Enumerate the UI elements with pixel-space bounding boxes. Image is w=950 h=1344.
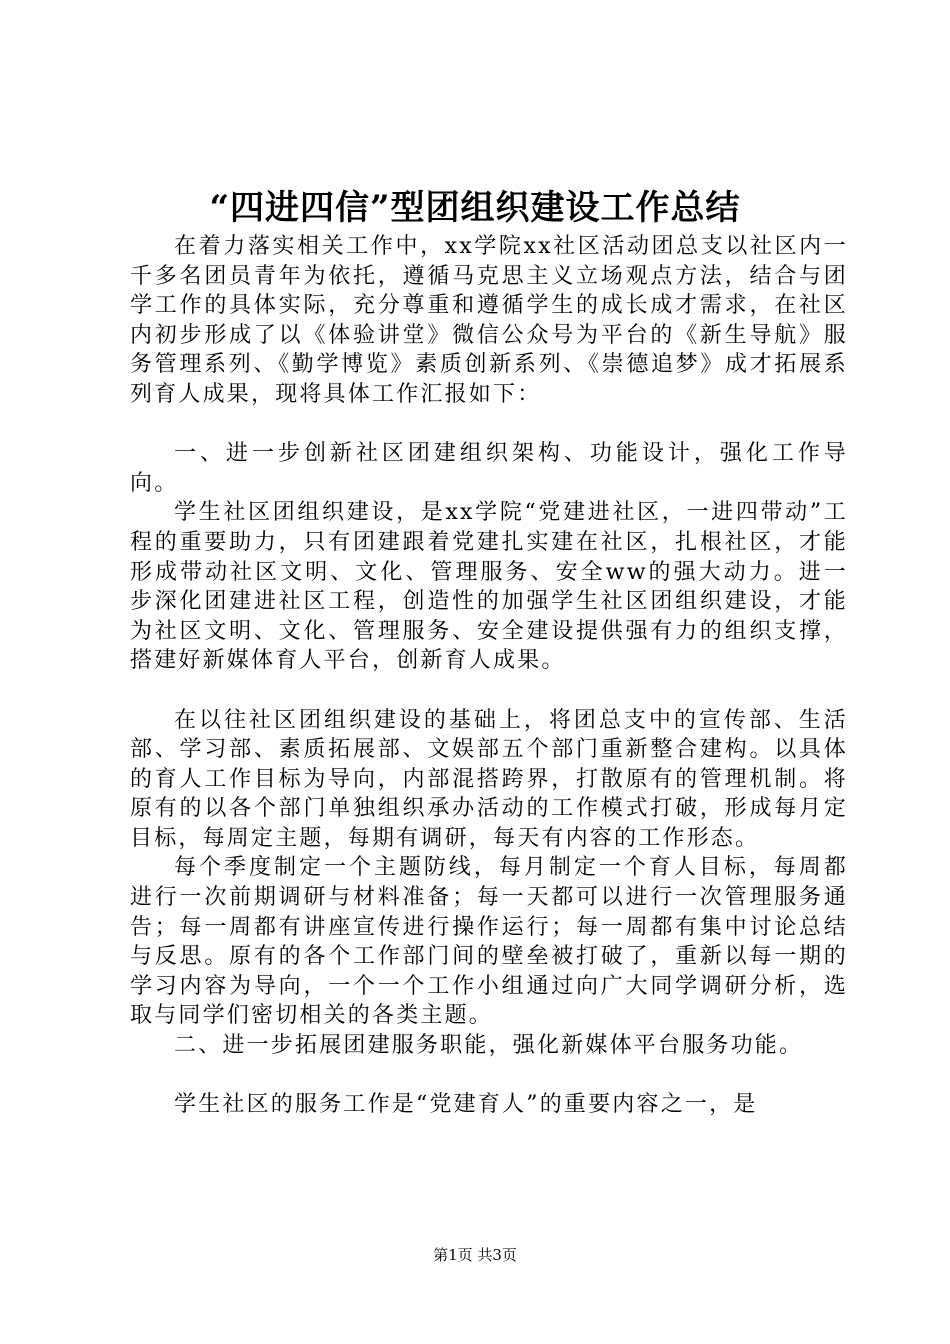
- section-heading-1: 一、进一步创新社区团建组织架构、功能设计，强化工作导向。: [130, 441, 848, 496]
- section-1-paragraph-2: 在以往社区团组织建设的基础上，将团总支中的宣传部、生活部、学习部、素质拓展部、文娱部五个部门重新整合建构。以具体的育人工作目标为导向，内部混搭跨界，打散原有的管理机制。将原有的以各个部门单独组织承办活动的工作模式打破，形成每月定目标，每周定主题，每期有调研，每天有内容的工作形态。: [130, 707, 848, 851]
- section-1-paragraph-1: 学生社区团组织建设，是xx学院“党建进社区，一进四带动”工程的重要助力，只有团建跟着党建扎实建在社区，扎根社区，才能形成带动社区文明、文化、管理服务、安全ww的强大动力。进一步深化团建进社区工程，创造性的加强学生社区团组织建设，才能为社区文明、文化、管理服务、安全建设提供强有力的组织支撑，搭建好新媒体育人平台，创新育人成果。: [130, 500, 848, 674]
- page-indicator: 第1页 共3页: [433, 1246, 517, 1264]
- document-title: “四进四信”型团组织建设工作总结: [209, 188, 741, 228]
- section-heading-2: 二、进一步拓展团建服务职能，强化新媒体平台服务功能。: [174, 1033, 804, 1059]
- document-body: [130, 232, 848, 1120]
- section-2-paragraph-1: 学生社区的服务工作是“党建育人”的重要内容之一，是: [174, 1092, 758, 1118]
- intro-paragraph: 在着力落实相关工作中，xx学院xx社区活动团总支以社区内一千多名团员青年为依托，遵循马克思主义立场观点方法，结合与团学工作的具体实际，充分尊重和遵循学生的成长成才需求，在社区内初步形成了以《体验讲堂》微信公众号为平台的《新生导航》服务管理系列、《勤学博览》素质创新系列、《崇德追梦》成才拓展系列育人成果，现将具体工作汇报如下：: [130, 234, 848, 407]
- section-1-paragraph-3: 每个季度制定一个主题防线，每月制定一个育人目标，每周都进行一次前期调研与材料准备；每一天都可以进行一次管理服务通告；每一周都有讲座宣传进行操作运行；每一周都有集中讨论总结与反思。原有的各个工作部门间的壁垒被打破了，重新以每一期的学习内容为导向，一个一个工作小组通过向广大同学调研分析，选取与同学们密切相关的各类主题。: [130, 855, 848, 1029]
